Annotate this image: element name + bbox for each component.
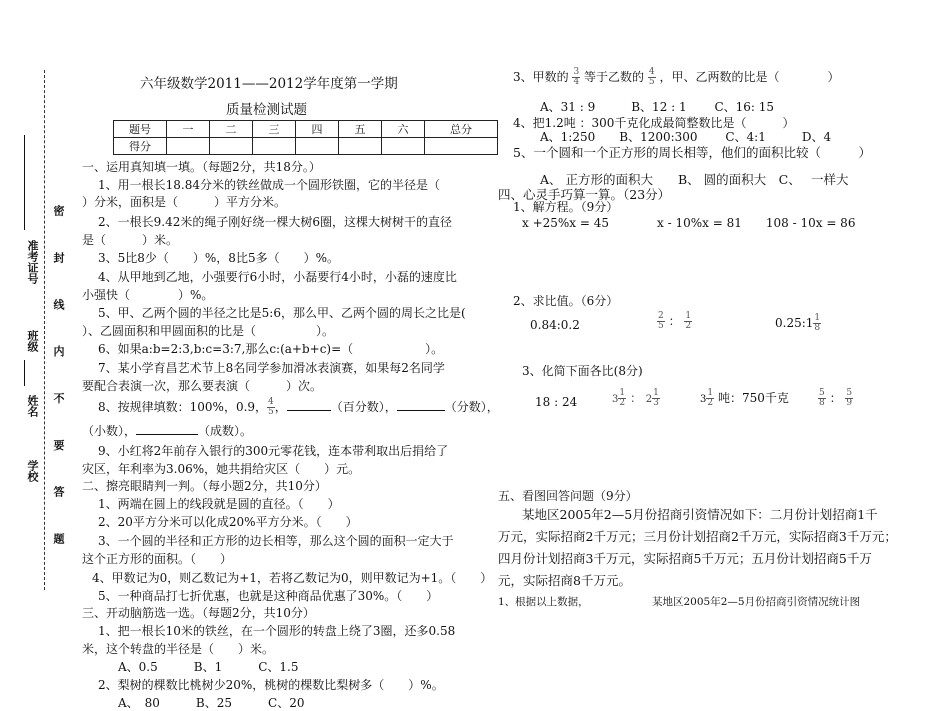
fraction-denominator: 4 — [573, 77, 580, 87]
score-cell[interactable] — [167, 138, 210, 155]
score-cell[interactable] — [253, 138, 296, 155]
s4-p1-heading: 1、解方程。（9分） — [513, 200, 619, 214]
side-label-exam-no: 准考证号 — [26, 240, 39, 284]
s1-q8-fraction-label: （分数）， — [444, 400, 499, 414]
score-header-cell: 六 — [382, 121, 425, 138]
side-line-name — [24, 360, 25, 386]
s3-q1-line1: 1、把一根长10米的铁丝，在一个圆形的转盘上绕了3圈，还多0.58 — [98, 624, 456, 638]
s4-p2-heading: 2、求比值。（6分） — [513, 294, 619, 308]
answer-blank[interactable] — [397, 410, 445, 411]
ratio-colon: ： — [629, 391, 642, 405]
score-header-cell: 二 — [210, 121, 253, 138]
fraction-denominator: 3 — [653, 398, 659, 408]
fraction — [684, 312, 692, 331]
mixed-whole: 3 — [700, 394, 707, 405]
s1-q6: 6、如果a:b=2:3,b:c=3:7,那么c:(a+b+c)=（ ）。 — [98, 342, 444, 356]
s2-q5: 5、一种商品打七折优惠，也就是这种商品优惠了30%。（ ） — [98, 589, 439, 603]
s2-q4: 4、甲数记为0，则乙数记为+1，若将乙数记为0，则甲数记为+1。（ ） — [92, 571, 493, 585]
s2-q3-line2: 这个正方形的面积。（ ） — [82, 552, 233, 566]
section2-heading: 二、擦亮眼睛判一判。（每小题2分，共10分） — [82, 479, 327, 493]
s1-q3: 3、5比8少（ ）%，8比5多（ ）%。 — [98, 251, 339, 265]
s1-q8-decimal-label: （小数）， — [82, 424, 137, 438]
fraction — [845, 389, 853, 408]
mixed-whole: 2 — [645, 394, 653, 405]
fraction-denominator: 2 — [619, 398, 626, 408]
fraction-numerator: 5 — [819, 388, 825, 398]
section5-heading: 五、看图回答问题（9分） — [498, 489, 638, 503]
s1-q1-line2: ）分米，面积是（ ）平方分米。 — [82, 195, 287, 209]
score-header-cell: 一 — [167, 121, 210, 138]
s1-q4-line2: 小强快（ ）%。 — [82, 288, 214, 302]
score-table — [113, 120, 498, 155]
s5-paragraph-line3: 四月份计划招商3千万元，实际招商5千万元；五月份计划招商5千万 — [498, 551, 872, 566]
s1-q2-line1: 2、一根长9.42米的绳子刚好绕一棵大树6圈，这棵大树树干的直径 — [98, 215, 452, 229]
s4-p1-equations: x +25%x = 45 x - 10%x = 81 108 - 10x = 86 — [522, 216, 856, 230]
score-cell[interactable] — [210, 138, 253, 155]
fraction-denominator: 2 — [707, 398, 714, 408]
fraction-denominator: 8 — [819, 398, 825, 408]
score-cell[interactable] — [382, 138, 425, 155]
fraction — [267, 398, 275, 417]
s4-p3-c-text: 吨：750千克 — [717, 391, 789, 405]
s3-q3-text: 等于乙数的 — [584, 70, 645, 84]
fraction-numerator: 1 — [653, 388, 659, 398]
side-line-exam-no — [24, 135, 25, 230]
s2-q1: 1、两端在圆上的线段就是圆的直径。（ ） — [98, 497, 340, 511]
score-cell[interactable] — [339, 138, 382, 155]
fraction-denominator: 2 — [685, 321, 692, 331]
side-label-school: 学校 — [26, 460, 39, 482]
s1-q8-line1 — [98, 398, 499, 417]
fraction-numerator: 1 — [685, 311, 692, 321]
s3-q3 — [513, 68, 839, 87]
fraction — [818, 389, 826, 408]
s1-q5-line2: ）、乙圆面积和甲圆面积的比是（ ）。 — [82, 324, 335, 338]
fraction-denominator: 8 — [814, 323, 821, 333]
score-header-cell: 四 — [296, 121, 339, 138]
s3-q3-options: A、31 : 9 B、12 : 1 C、16: 15 — [540, 100, 775, 114]
s1-q8-line2 — [82, 422, 252, 439]
fraction-numerator: 4 — [648, 67, 655, 77]
fraction — [657, 312, 665, 331]
fraction — [618, 389, 626, 408]
score-header-cell: 题号 — [114, 121, 167, 138]
s4-p3-heading: 3、化简下面各比(8分) — [522, 364, 643, 378]
score-cell[interactable] — [296, 138, 339, 155]
s1-q8-text: 8、按规律填数：100%，0.9， — [98, 400, 268, 414]
mixed-whole: 3 — [612, 394, 619, 405]
s1-q9-line2: 灾区，年利率为3.06%，她共捐给灾区（ ）元。 — [82, 462, 361, 476]
s5-paragraph-line2: 万元，实际招商2千万元；三月份计划招商2千万元，实际招商3千万元； — [498, 529, 897, 544]
score-row-label: 得分 — [114, 138, 167, 155]
s1-q5-line1: 5、甲、乙两个圆的半径之比是5:6，那么甲、乙两个圆的周长之比是( — [98, 306, 466, 320]
answer-blank[interactable] — [287, 410, 331, 411]
s2-q3-line1: 3、一个圆的半径和正方形的边长相等，那么这个圆的面积一定大于 — [98, 534, 454, 548]
s1-q9-line1: 9、小红将2年前存入银行的300元零花钱，连本带利取出后捐给了 — [98, 444, 449, 458]
fraction — [572, 68, 580, 87]
s1-q7-line2: 要配合表演一次，那么要表演（ ）次。 — [82, 379, 323, 393]
seal-dashed-line — [44, 70, 45, 590]
s3-q2: 2、梨树的棵数比桃树少20%，桃树的棵数比梨树多（ ）%。 — [98, 678, 444, 692]
fraction-numerator: 3 — [573, 67, 580, 77]
s3-q1-options: A、0.5 B、1 C、1.5 — [118, 660, 299, 674]
s3-q5: 5、一个圆和一个正方形的周长相等，他们的面积比较（ ） — [513, 145, 871, 160]
s3-q4-options: A、1:250 B、1200:300 C、4:1 D、4 — [540, 130, 832, 144]
side-label-class: 班级 — [26, 330, 39, 352]
s5-q1: 1、根据以上数据， — [498, 596, 589, 608]
s1-q8-percent-label: （百分数）， — [330, 400, 397, 414]
ratio-colon: ： — [829, 391, 842, 405]
s1-q8-comma: ， — [274, 400, 287, 414]
answer-blank[interactable] — [136, 434, 198, 435]
s1-q8-cheng-label: （成数）。 — [198, 424, 253, 438]
fraction-numerator: 5 — [846, 388, 853, 398]
exam-subtitle: 质量检测试题 — [226, 102, 307, 118]
s4-p2-b — [657, 312, 692, 331]
fraction — [648, 68, 656, 87]
ratio-colon: ： — [668, 314, 681, 328]
fraction-denominator: 9 — [846, 398, 853, 408]
s3-q3-text: ，甲、乙两数的比是（ ） — [659, 70, 840, 84]
score-cell[interactable] — [425, 138, 498, 155]
s5-chart-title: 某地区2005年2—5月份招商引资情况统计图 — [652, 596, 861, 608]
s1-q1-line1: 1、用一根长18.84分米的铁丝做成一个圆形铁圈，它的半径是（ — [98, 178, 440, 192]
s1-q2-line2: 是（ ）米。 — [82, 233, 179, 247]
seal-line-text: 密 封 线 内 不 要 答 题 — [52, 205, 65, 560]
s4-p2-a: 0.84:0.2 — [530, 318, 580, 332]
s5-paragraph-line4: 元，实际招商8千万元。 — [498, 573, 631, 588]
score-header-cell: 五 — [339, 121, 382, 138]
s1-q4-line1: 4、从甲地到乙地，小强要行6小时，小磊要行4小时，小磊的速度比 — [98, 270, 457, 284]
s4-p2-c-text: 0.25:1 — [775, 316, 814, 330]
fraction-denominator: 5 — [648, 77, 655, 87]
fraction — [813, 314, 821, 333]
s4-p3-d — [818, 389, 853, 408]
fraction-numerator: 1 — [814, 313, 821, 323]
score-table-row — [114, 138, 498, 155]
s4-p2-c — [775, 314, 821, 333]
s4-p3-c — [700, 389, 789, 408]
s3-q2-options: A、 80 B、25 C、20 — [118, 696, 305, 710]
score-header-cell: 总分 — [425, 121, 498, 138]
fraction — [706, 389, 714, 408]
fraction-numerator: 1 — [707, 388, 714, 398]
score-header-cell: 三 — [253, 121, 296, 138]
section1-heading: 一、运用真知填一填。（每题2分，共18分。） — [82, 160, 321, 174]
s4-p3-a: 18 : 24 — [535, 395, 578, 409]
s3-q3-text: 3、甲数的 — [513, 70, 569, 84]
fraction — [652, 389, 660, 408]
fraction-numerator: 4 — [268, 397, 274, 407]
fraction-numerator: 2 — [658, 311, 664, 321]
s3-q5-options: A、 正方形的面积大 B、 圆的面积大 C、 一样大 — [540, 172, 849, 187]
s5-paragraph-line1: 某地区2005年2—5月份招商引资情况如下：二月份计划招商1千 — [522, 507, 878, 522]
section3-heading: 三、开动脑筋选一选。（每题2分，共10分） — [82, 606, 315, 620]
side-label-name: 姓名 — [26, 395, 39, 417]
s1-q7-line1: 7、某小学育昌艺术节上8名同学参加滑冰表演赛，如果每2名同学 — [98, 361, 445, 375]
s4-p3-b — [612, 389, 660, 408]
exam-title: 六年级数学2011——2012学年度第一学期 — [140, 76, 398, 92]
fraction-numerator: 1 — [619, 388, 626, 398]
s2-q2: 2、20平方分米可以化成20%平方分米。（ ） — [98, 515, 358, 529]
fraction-denominator: 5 — [658, 321, 664, 331]
score-table-header-row — [114, 121, 498, 138]
s3-q1-line2: 米，这个转盘的半径是（ ）米。 — [82, 642, 275, 656]
s3-q4: 4、把1.2吨 ：300千克化成最简整数比是（ ） — [513, 116, 795, 130]
fraction-denominator: 5 — [268, 407, 274, 417]
section4-heading: 四、心灵手巧算一算。（23分） — [498, 187, 671, 202]
